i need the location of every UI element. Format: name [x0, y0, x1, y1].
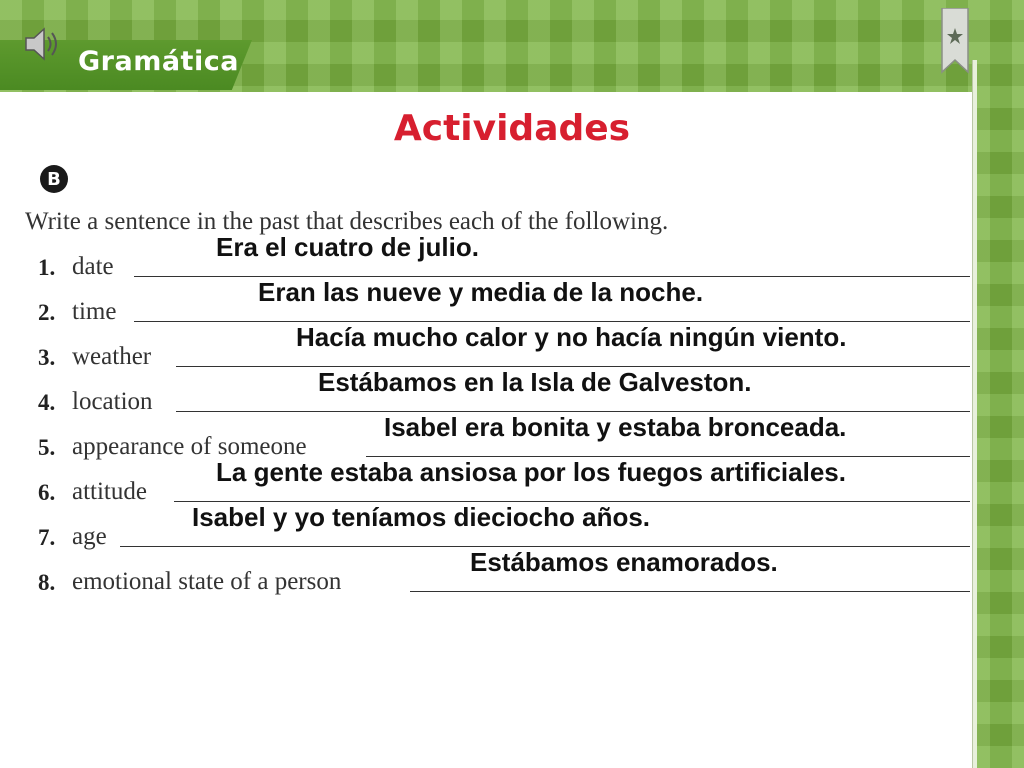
item-number: 2.	[38, 300, 56, 325]
item-answer: Estábamos enamorados.	[470, 547, 778, 577]
item-number: 5.	[38, 435, 56, 460]
item-answer: Isabel era bonita y estaba bronceada.	[384, 412, 847, 442]
item-answer: Isabel y yo teníamos dieciocho años.	[192, 502, 651, 532]
item-answer: Hacía mucho calor y no hacía ningún viento.	[296, 322, 847, 352]
speaker-icon[interactable]	[22, 24, 62, 64]
item-prompt: weather	[72, 343, 152, 370]
item-number: 1.	[38, 255, 56, 280]
item-prompt: location	[72, 388, 153, 415]
page-heading: Actividades	[393, 108, 631, 149]
page-edge	[972, 60, 977, 768]
item-answer: Estábamos en la Isla de Galveston.	[318, 367, 752, 397]
section-badge: B	[40, 165, 68, 193]
item-number: 7.	[38, 525, 56, 550]
item-prompt: attitude	[72, 478, 147, 505]
item-number: 8.	[38, 570, 56, 595]
item-prompt: time	[72, 298, 117, 325]
section-title: Gramática	[78, 46, 239, 77]
item-number: 6.	[38, 480, 56, 505]
item-prompt: age	[72, 523, 107, 550]
bookmark-icon[interactable]	[940, 8, 970, 74]
item-number: 4.	[38, 390, 56, 415]
exercise-item-8	[38, 547, 970, 598]
instructions-text: Write a sentence in the past that describes each of the following.	[25, 208, 669, 235]
item-prompt: date	[72, 253, 114, 280]
item-prompt: appearance of someone	[72, 433, 307, 460]
item-number: 3.	[38, 345, 56, 370]
item-answer: La gente estaba ansiosa por los fuegos artificiales.	[216, 457, 846, 487]
item-answer: Era el cuatro de julio.	[216, 232, 479, 262]
item-answer: Eran las nueve y media de la noche.	[258, 277, 704, 307]
answer-line	[410, 591, 970, 592]
item-prompt: emotional state of a person	[72, 568, 342, 595]
